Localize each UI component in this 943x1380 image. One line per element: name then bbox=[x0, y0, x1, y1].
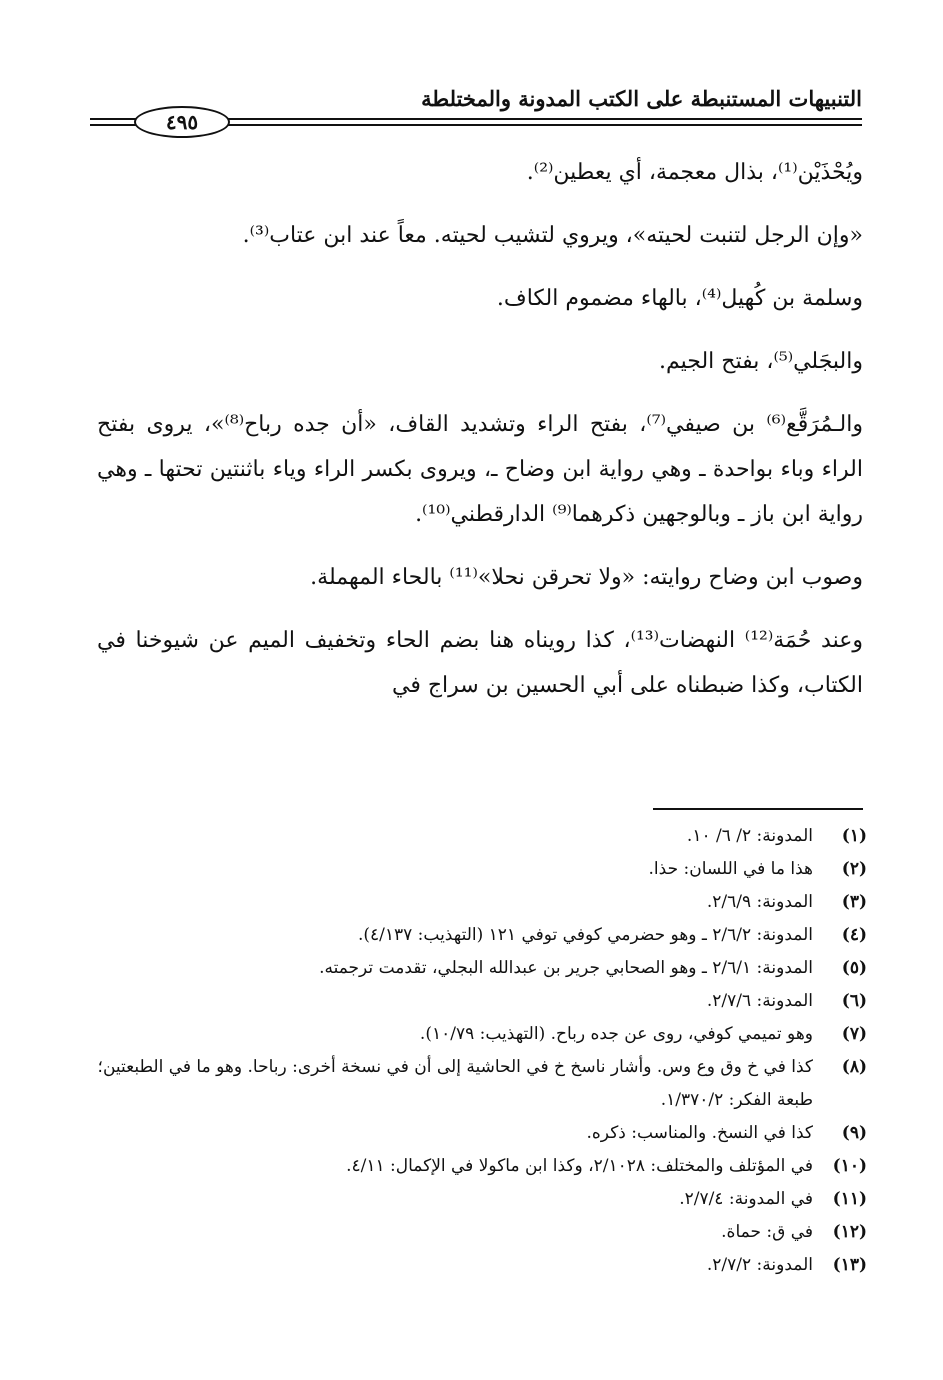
footnote-number: (٧) bbox=[841, 1024, 867, 1044]
footnote-text: المدونة: ٢/٦/١ ـ وهو الصحابي جرير بن عبدالله البجلي، تقدمت ترجمته. bbox=[319, 958, 813, 978]
paragraph: ويُحْذَيْن⁽¹⁾، بذال معجمة، أي يعطين⁽²⁾. bbox=[526, 160, 863, 185]
paragraph: والـمُرَقَّع⁽⁶⁾ بن صيفي⁽⁷⁾، بفتح الراء وتشديد القاف، «أن جده رباح⁽⁸⁾»، يروى بفتح الراء وباء بواحدة ـ وهي رواية ابن وضاح ـ، ويروى بكسر الراء وياء باثنتين تحتها ـ وهي رواية ابن باز ـ وبالوجهين ذكرهما⁽⁹⁾ الدارقطني⁽¹⁰⁾. bbox=[97, 412, 863, 527]
footnote bbox=[97, 1150, 867, 1183]
footnote-number: (١١) bbox=[832, 1189, 867, 1209]
footnote-number: (٦) bbox=[841, 991, 867, 1011]
paragraph: وصوب ابن وضاح روايته: «ولا تحرقن نحلا»⁽¹¹⁾ بالحاء المهملة. bbox=[310, 565, 863, 590]
page-number: ٤٩٥ bbox=[134, 106, 230, 138]
footnote-number: (١٢) bbox=[832, 1222, 867, 1242]
footnote-text: المدونة: ٢/٧/٦. bbox=[706, 991, 813, 1011]
footnote-text: المدونة: ٢/٦/٢ ـ وهو حضرمي كوفي توفي ١٢١ (التهذيب: ٤/١٣٧). bbox=[357, 925, 813, 945]
footnote bbox=[97, 919, 867, 952]
footnote-number: (١٠) bbox=[832, 1156, 867, 1176]
footnote-number: (٥) bbox=[841, 958, 867, 978]
footnotes bbox=[97, 820, 867, 1282]
footnote-text: في المؤتلف والمختلف: ٢/١٠٢٨، وكذا ابن ماكولا في الإكمال: ٤/١١. bbox=[346, 1156, 813, 1176]
footnote-text: هذا ما في اللسان: حذا. bbox=[648, 859, 813, 879]
footnote bbox=[97, 1249, 867, 1282]
footnote-number: (١٣) bbox=[832, 1255, 867, 1275]
footnote-text: كذا في خ وق وع وس. وأشار ناسخ خ في الحاشية إلى أن في نسخة أخرى: رباحا. وهو ما في الطبعتين؛ طبعة الفكر: ١/٣٧٠/٢. bbox=[97, 1057, 813, 1110]
footnote bbox=[97, 886, 867, 919]
footnote bbox=[97, 952, 867, 985]
footnote bbox=[97, 853, 867, 886]
footnote-number: (١) bbox=[841, 826, 867, 846]
footnote bbox=[97, 1216, 867, 1249]
paragraph: وعند حُمَة⁽¹²⁾ النهضات⁽¹³⁾، كذا رويناه هنا بضم الحاء وتخفيف الميم عن شيوخنا في الكتاب، وكذا ضبطناه على أبي الحسين بن سراج في bbox=[97, 628, 863, 698]
footnote bbox=[97, 1183, 867, 1216]
paragraph: «وإن الرجل لتنبت لحيته»، ويروي لتشيب لحيته. معاً عند ابن عتاب⁽³⁾. bbox=[242, 223, 863, 248]
footnote bbox=[97, 985, 867, 1018]
footnote-text: وهو تميمي كوفي، روى عن جده رباح. (التهذيب: ١٠/٧٩). bbox=[419, 1024, 813, 1044]
footnote bbox=[97, 1018, 867, 1051]
footnote bbox=[97, 1051, 867, 1117]
footnote-number: (٢) bbox=[841, 859, 867, 879]
main-text bbox=[97, 150, 863, 726]
page-header bbox=[90, 78, 862, 138]
running-title: التنبيهات المستنبطة على الكتب المدونة والمختلطة bbox=[421, 86, 862, 111]
paragraph: وسلمة بن كُهيل⁽⁴⁾، بالهاء مضموم الكاف. bbox=[496, 286, 863, 311]
paragraph: والبجَلي⁽⁵⁾، بفتح الجيم. bbox=[658, 349, 863, 374]
footnote bbox=[97, 820, 867, 853]
footnote-text: كذا في النسخ. والمناسب: ذكره. bbox=[586, 1123, 813, 1143]
footnote-text: في ق: حماة. bbox=[721, 1222, 813, 1242]
footnote-text: المدونة: ٢/٦/٩. bbox=[706, 892, 813, 912]
footnote-number: (٤) bbox=[841, 925, 867, 945]
footnote bbox=[97, 1117, 867, 1150]
footnote-text: المدونة: ٢/٧/٢. bbox=[706, 1255, 813, 1275]
footnote-text: المدونة: ٢/ ٦/ ١٠. bbox=[686, 826, 813, 846]
footnote-number: (٩) bbox=[841, 1123, 867, 1143]
footnote-number: (٨) bbox=[841, 1057, 867, 1077]
footnote-text: في المدونة: ٢/٧/٤. bbox=[679, 1189, 813, 1209]
footnote-number: (٣) bbox=[841, 892, 867, 912]
footnote-separator bbox=[653, 808, 863, 810]
